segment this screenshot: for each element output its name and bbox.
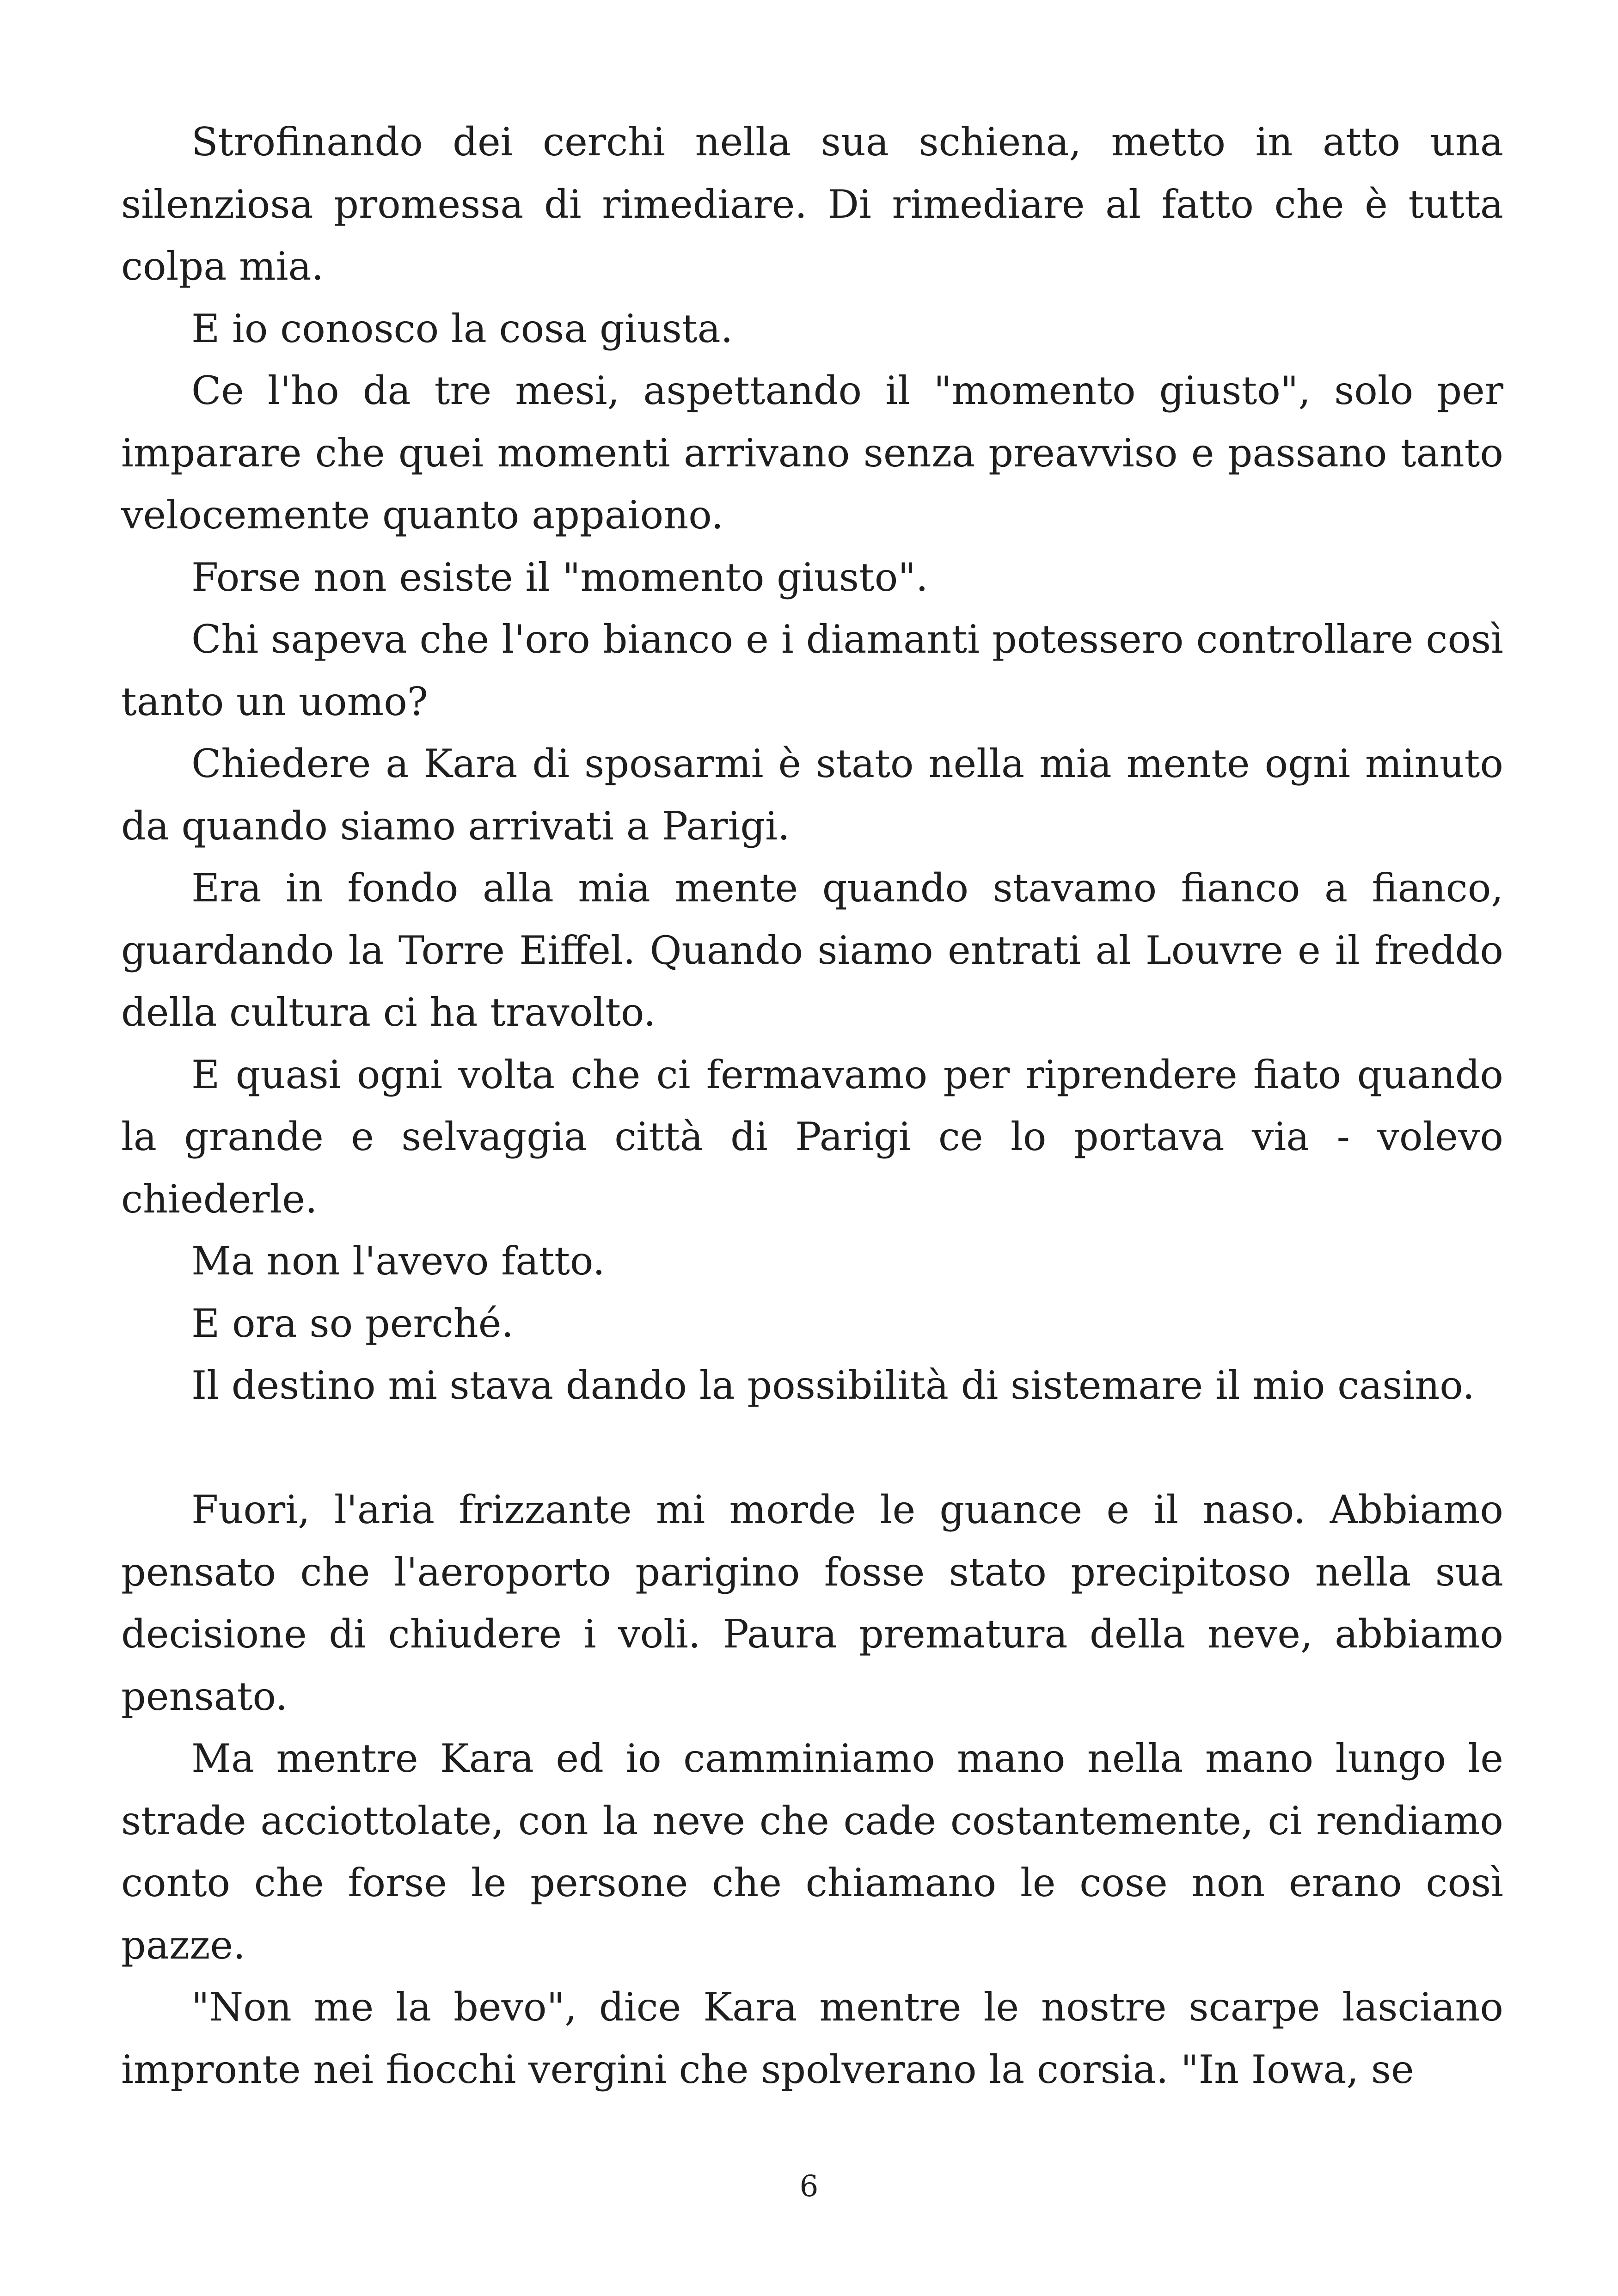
paragraph: Chi sapeva che l'oro bianco e i diamanti potessero controllare così tanto un uomo?: [121, 617, 1503, 724]
paragraph: Ce l'ho da tre mesi, aspettando il "momento giusto", solo per imparare che quei momenti arrivano senza preavviso e passano tanto velocemente quanto appaiono.: [121, 368, 1503, 538]
paragraph: "Non me la bevo", dice Kara mentre le nostre scarpe lasciano impronte nei fiocchi vergini che spolverano la corsia. "In Iowa, se: [121, 1984, 1503, 2092]
paragraph: E quasi ogni volta che ci fermavamo per riprendere fiato quando la grande e selvaggia città di Parigi ce lo portava via - volevo chiederle.: [121, 1052, 1503, 1222]
paragraph: Forse non esiste il "momento giusto".: [191, 554, 928, 600]
paragraph: Fuori, l'aria frizzante mi morde le guance e il naso. Abbiamo pensato che l'aeroporto parigino fosse stato precipitoso nella sua decisione di chiudere i voli. Paura prematura della neve, abbiamo pensato.: [121, 1487, 1503, 1719]
body-text: [121, 111, 1503, 2100]
section-break: [121, 1417, 1503, 1479]
paragraph: Era in fondo alla mia mente quando stavamo fianco a fianco, guardando la Torre Eiffel. Quando siamo entrati al Louvre e il freddo della cultura ci ha travolto.: [121, 865, 1503, 1035]
paragraph: Il destino mi stava dando la possibilità di sistemare il mio casino.: [191, 1363, 1475, 1408]
page-number: 6: [799, 2169, 819, 2204]
paragraph: Chiedere a Kara di sposarmi è stato nella mia mente ogni minuto da quando siamo arrivati a Parigi.: [121, 741, 1503, 849]
paragraph: Strofinando dei cerchi nella sua schiena, metto in atto una silenziosa promessa di rimediare. Di rimediare al fatto che è tutta colpa mia.: [121, 119, 1503, 289]
paragraph: E ora so perché.: [191, 1300, 514, 1346]
paragraph: E io conosco la cosa giusta.: [191, 306, 733, 351]
paragraph: Ma mentre Kara ed io camminiamo mano nella mano lungo le strade acciottolate, con la neve che cade costantemente, ci rendiamo conto che forse le persone che chiamano le cose non erano così pazze.: [121, 1736, 1503, 1968]
paragraph: Ma non l'avevo fatto.: [191, 1238, 605, 1284]
